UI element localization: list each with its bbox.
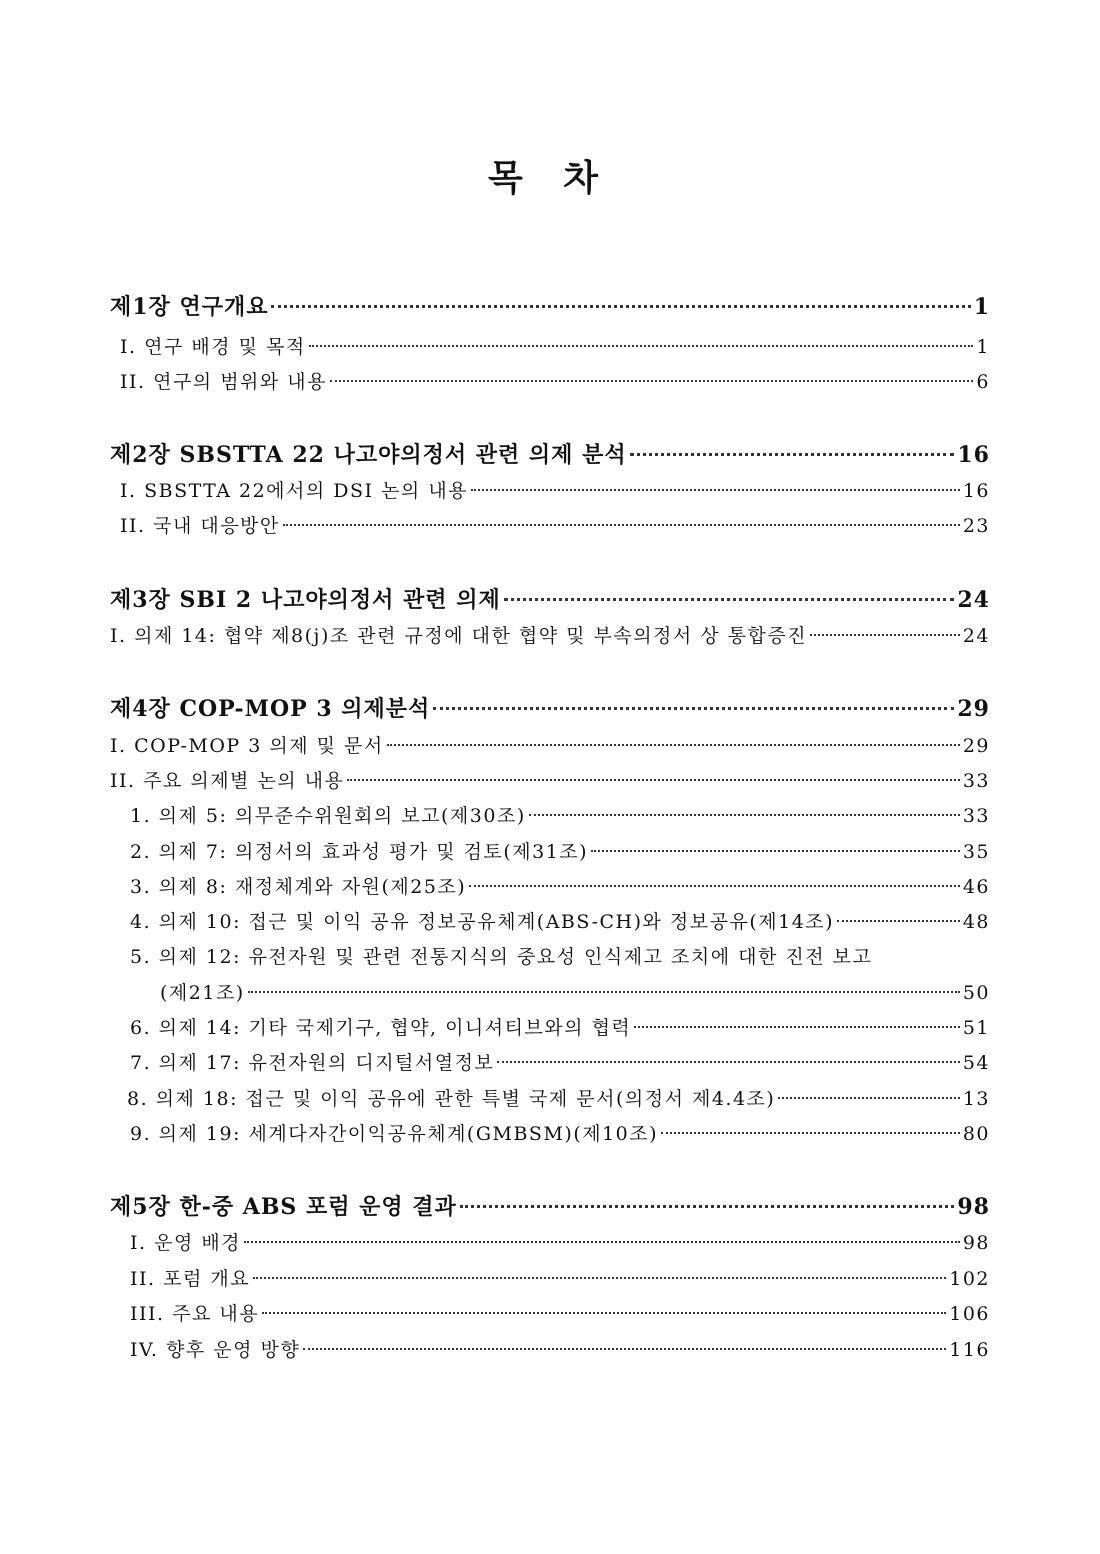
toc-leader-dots bbox=[529, 814, 960, 816]
toc-item-title: I. SBSTTA 22에서의 DSI 논의 내용 bbox=[120, 480, 469, 502]
toc-item-title: IV. 향후 운영 방향 bbox=[130, 1339, 301, 1361]
toc-item[interactable] bbox=[110, 621, 990, 648]
toc-subitem[interactable] bbox=[130, 872, 990, 899]
toc-item-title: I. 연구 배경 및 목적 bbox=[120, 336, 306, 358]
toc-leader-dots bbox=[248, 991, 960, 993]
toc-item-title: I. 의제 14: 협약 제8(j)조 관련 규정에 대한 협약 및 부속의정서 상 통합증진 bbox=[110, 625, 808, 647]
toc-page-number: 1 bbox=[976, 336, 990, 358]
toc-item[interactable] bbox=[130, 1335, 990, 1362]
toc-page-number: 46 bbox=[962, 876, 990, 898]
toc-leader-dots bbox=[460, 1205, 955, 1208]
toc-leader-dots bbox=[387, 744, 960, 746]
toc-item[interactable] bbox=[120, 476, 990, 503]
toc-leader-dots bbox=[283, 524, 960, 526]
toc-page-number: 33 bbox=[962, 805, 990, 827]
toc-page-number: 24 bbox=[957, 587, 990, 613]
toc-subitem-first-line[interactable] bbox=[130, 942, 872, 969]
toc-item-title-continuation: (제21조) bbox=[160, 982, 245, 1004]
toc-item-title: II. 연구의 범위와 내용 bbox=[120, 371, 328, 393]
toc-page-number: 50 bbox=[962, 982, 990, 1004]
toc-subitem[interactable] bbox=[127, 1084, 990, 1111]
toc-leader-dots bbox=[471, 489, 960, 491]
toc-subitem[interactable] bbox=[130, 1119, 990, 1146]
toc-item-title: I. COP-MOP 3 의제 및 문서 bbox=[110, 735, 384, 757]
toc-item[interactable] bbox=[130, 1264, 990, 1291]
toc-item[interactable] bbox=[110, 766, 990, 793]
toc-item-title: 1. 의제 5: 의무준수위원회의 보고(제30조) bbox=[130, 805, 526, 827]
toc-item-title: II. 포럼 개요 bbox=[130, 1268, 251, 1290]
toc-item[interactable] bbox=[120, 511, 990, 538]
toc-leader-dots bbox=[778, 1097, 959, 1099]
toc-leader-dots bbox=[837, 920, 960, 922]
toc-item-title: 7. 의제 17: 유전자원의 디지털서열정보 bbox=[130, 1052, 495, 1074]
toc-item[interactable] bbox=[130, 1228, 990, 1255]
toc-page-number: 51 bbox=[962, 1017, 990, 1039]
toc-chapter-title: 제4장 COP-MOP 3 의제분석 bbox=[110, 696, 431, 722]
toc-leader-dots bbox=[504, 598, 955, 601]
toc-leader-dots bbox=[330, 380, 973, 382]
toc-item[interactable] bbox=[120, 367, 990, 394]
toc-leader-dots bbox=[309, 345, 974, 347]
toc-leader-dots bbox=[634, 1026, 960, 1028]
toc-page-number: 98 bbox=[957, 1194, 990, 1220]
toc-leader-dots bbox=[244, 1241, 960, 1243]
toc-page-number: 35 bbox=[962, 841, 990, 863]
toc-page-number: 1 bbox=[973, 294, 990, 320]
toc-chapter-title: 제3장 SBI 2 나고야의정서 관련 의제 bbox=[110, 587, 501, 613]
toc-page-number: 48 bbox=[962, 911, 990, 933]
toc-leader-dots bbox=[271, 305, 970, 308]
toc-page-number: 80 bbox=[962, 1123, 990, 1145]
toc-subitem-continuation[interactable] bbox=[160, 978, 990, 1005]
toc-item-title: 2. 의제 7: 의정서의 효과성 평가 및 검토(제31조) bbox=[130, 841, 589, 863]
toc-subitem[interactable] bbox=[130, 907, 990, 934]
toc-page-number: 24 bbox=[962, 625, 990, 647]
toc-leader-dots bbox=[469, 885, 960, 887]
toc-item-title: III. 주요 내용 bbox=[130, 1303, 260, 1325]
toc-chapter-title: 제2장 SBSTTA 22 나고야의정서 관련 의제 분석 bbox=[110, 442, 627, 468]
toc-subitem[interactable] bbox=[130, 801, 990, 828]
toc-page-number: 116 bbox=[949, 1339, 990, 1361]
toc-chapter-1[interactable] bbox=[110, 290, 990, 321]
toc-leader-dots bbox=[433, 707, 954, 710]
toc-page-number: 23 bbox=[962, 515, 990, 537]
toc-chapter-2[interactable] bbox=[110, 438, 990, 469]
toc-page-number: 6 bbox=[976, 371, 990, 393]
toc-item-title: II. 국내 대응방안 bbox=[120, 515, 280, 537]
toc-leader-dots bbox=[253, 1277, 946, 1279]
toc-leader-dots bbox=[497, 1061, 959, 1063]
toc-chapter-5[interactable] bbox=[110, 1190, 990, 1221]
toc-page-number: 29 bbox=[962, 735, 990, 757]
toc-subitem[interactable] bbox=[130, 1048, 990, 1075]
toc-page-number: 98 bbox=[962, 1232, 990, 1254]
toc-page-number: 29 bbox=[957, 696, 990, 722]
toc-item-title: 6. 의제 14: 기타 국제기구, 협약, 이니셔티브와의 협력 bbox=[130, 1017, 632, 1039]
toc-page-number: 54 bbox=[962, 1052, 990, 1074]
toc-leader-dots bbox=[591, 850, 960, 852]
toc-chapter-title: 제5장 한-중 ABS 포럼 운영 결과 bbox=[110, 1194, 457, 1220]
toc-page-number: 102 bbox=[949, 1268, 990, 1290]
toc-item-title: 8. 의제 18: 접근 및 이익 공유에 관한 특별 국제 문서(의정서 제4.4조) bbox=[127, 1088, 776, 1110]
toc-chapter-3[interactable] bbox=[110, 583, 990, 614]
toc-item-title: I. 운영 배경 bbox=[130, 1232, 242, 1254]
toc-item[interactable] bbox=[120, 332, 990, 359]
toc-leader-dots bbox=[303, 1348, 946, 1350]
toc-item-title: II. 주요 의제별 논의 내용 bbox=[110, 770, 345, 792]
toc-leader-dots bbox=[262, 1312, 946, 1314]
toc-leader-dots bbox=[810, 634, 960, 636]
toc-leader-dots bbox=[347, 779, 959, 781]
toc-item-title: 4. 의제 10: 접근 및 이익 공유 정보공유체계(ABS-CH)와 정보공유(제14조) bbox=[130, 911, 835, 933]
toc-chapter-title: 제1장 연구개요 bbox=[110, 294, 269, 320]
toc-page-number: 16 bbox=[962, 480, 990, 502]
toc-item[interactable] bbox=[110, 731, 990, 758]
toc-item[interactable] bbox=[130, 1299, 990, 1326]
toc-leader-dots bbox=[661, 1132, 960, 1134]
toc-leader-dots bbox=[630, 453, 955, 456]
toc-item-title: 5. 의제 12: 유전자원 및 관련 전통지식의 중요성 인식제고 조치에 대한 진전 보고 bbox=[130, 946, 873, 968]
toc-chapter-4[interactable] bbox=[110, 692, 990, 723]
page-title: 목 차 bbox=[487, 158, 613, 199]
toc-page-number: 106 bbox=[949, 1303, 990, 1325]
toc-item-title: 9. 의제 19: 세계다자간이익공유체계(GMBSM)(제10조) bbox=[130, 1123, 659, 1145]
toc-subitem[interactable] bbox=[130, 837, 990, 864]
toc-subitem[interactable] bbox=[130, 1013, 990, 1040]
toc-page-number: 16 bbox=[957, 442, 990, 468]
toc-item-title: 3. 의제 8: 재정체계와 자원(제25조) bbox=[130, 876, 467, 898]
toc-page-number: 33 bbox=[962, 770, 990, 792]
toc-page-number: 13 bbox=[962, 1088, 990, 1110]
